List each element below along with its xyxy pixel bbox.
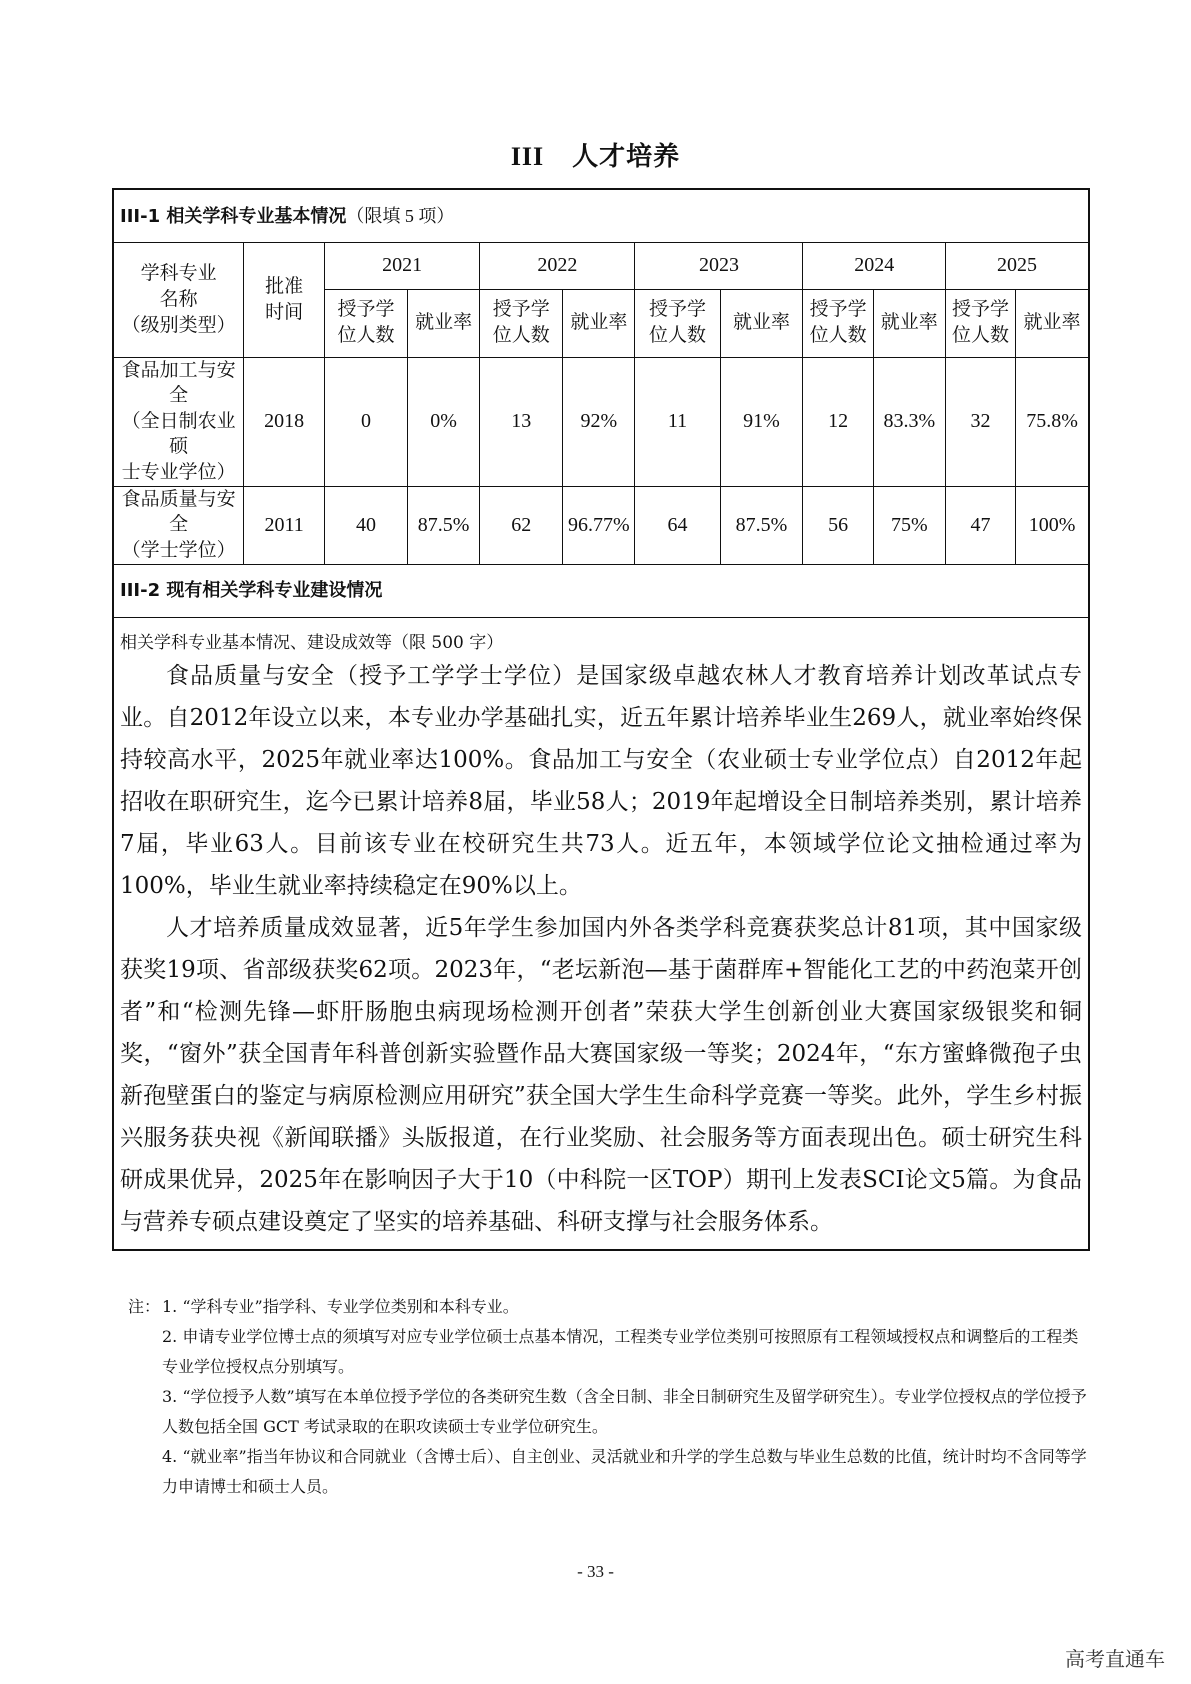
header-year: 2024 [803, 243, 945, 289]
page-title-roman: III [510, 142, 545, 171]
subject-name-cell: 食品加工与安全 （全日制农业硕 士专业学位） [114, 357, 244, 486]
header-approval: 批准 时间 [244, 243, 325, 357]
employment-rate: 83.3% [873, 357, 945, 486]
table-row [114, 486, 1088, 564]
employment-rate: 96.77% [563, 486, 635, 564]
degree-count: 32 [945, 357, 1015, 486]
employment-rate: 75.8% [1016, 357, 1088, 486]
employment-rate: 75% [873, 486, 945, 564]
section2-header [114, 565, 1088, 618]
body-paragraph: 人才培养质量成效显著，近5年学生参加国内外各类学科竞赛获奖总计81项，其中国家级获奖19项、省部级获奖62项。2023年，“老坛新泡—基于菌群库+智能化工艺的中药泡菜开创者”和“检测先锋—虾肝肠胞虫病现场检测开创者”荣获大学生创新创业大赛国家级银奖和铜奖，“窗外”获全国青年科普创新实验暨作品大赛国家级一等奖；2024年，“东方蜜蜂微孢子虫新孢壁蛋白的鉴定与病原检测应用研究”获全国大学生生命科学竞赛一等奖。此外，学生乡村振兴服务获央视《新闻联播》头版报道，在行业奖励、社会服务等方面表现出色。硕士研究生科研成果优异，2025年在影响因子大于10（中科院一区TOP）期刊上发表SCI论文5篇。为食品与营养专硕点建设奠定了坚实的培养基础、科研支撑与社会服务体系。 [120, 914, 1082, 1235]
section2-label: III-2 现有相关学科专业建设情况 [120, 579, 383, 601]
header-employment-rate: 就业率 [1016, 289, 1088, 357]
footnote-item: 注： 1. “学科专业”指学科、专业学位类别和本科专业。 [128, 1292, 1088, 1322]
subject-name-cell: 食品质量与安全 （学士学位） [114, 486, 244, 564]
approval-year: 2011 [244, 486, 325, 564]
footnote-item: 4. “就业率”指当年协议和合同就业（含博士后）、自主创业、灵活就业和升学的学生总数与毕业生总数的比值，统计时均不含同等学力申请博士和硕士人员。 [162, 1447, 1087, 1496]
section2-sub-label: 相关学科专业基本情况、建设成效等（限 500 字） [120, 632, 504, 653]
footnote-prefix: 注： [128, 1297, 161, 1316]
employment-rate: 87.5% [720, 486, 803, 564]
header-employment-rate: 就业率 [873, 289, 945, 357]
header-degree-count: 授予学 位人数 [945, 289, 1015, 357]
header-degree-count: 授予学 位人数 [635, 289, 720, 357]
approval-year: 2018 [244, 357, 325, 486]
footnote-item: 2. 申请专业学位博士点的须填写对应专业学位硕士点基本情况，工程类专业学位类别可按照原有工程领域授权点和调整后的工程类专业学位授权点分别填写。 [162, 1327, 1079, 1376]
employment-rate: 87.5% [407, 486, 479, 564]
employment-rate: 0% [407, 357, 479, 486]
header-year: 2025 [945, 243, 1088, 289]
header-employment-rate: 就业率 [720, 289, 803, 357]
degree-count: 64 [635, 486, 720, 564]
header-year: 2022 [480, 243, 635, 289]
employment-rate: 92% [563, 357, 635, 486]
page-title-text: 人才培养 [572, 142, 681, 172]
header-employment-rate: 就业率 [563, 289, 635, 357]
header-degree-count: 授予学 位人数 [325, 289, 408, 357]
degree-count: 56 [803, 486, 873, 564]
employment-rate: 91% [720, 357, 803, 486]
section1-label: III-1 相关学科专业基本情况 [120, 206, 347, 227]
header-degree-count: 授予学 位人数 [480, 289, 563, 357]
degree-count: 40 [325, 486, 408, 564]
employment-rate: 100% [1016, 486, 1088, 564]
subject-stats-table [114, 243, 1088, 565]
header-degree-count: 授予学 位人数 [803, 289, 873, 357]
watermark-text: 高考直通车 [1065, 1647, 1165, 1671]
header-subject: 学科专业 名称 （级别类型） [114, 243, 244, 357]
degree-count: 62 [480, 486, 563, 564]
section1-note: （限填 5 项） [346, 206, 455, 226]
form-frame [112, 188, 1090, 1251]
degree-count: 47 [945, 486, 1015, 564]
header-employment-rate: 就业率 [407, 289, 479, 357]
table-row [114, 357, 1088, 486]
page-title [0, 136, 1191, 173]
section1-header [114, 190, 1088, 243]
header-year: 2021 [325, 243, 480, 289]
body-paragraph: 食品质量与安全（授予工学学士学位）是国家级卓越农林人才教育培养计划改革试点专业。自2012年设立以来，本专业办学基础扎实，近五年累计培养毕业生269人，就业率始终保持较高水平，2025年就业率达100%。食品加工与安全（农业硕士专业学位点）自2012年起招收在职研究生，迄今已累计培养8届，毕业58人；2019年起增设全日制培养类别，累计培养7届，毕业63人。目前该专业在校研究生共73人。近五年，本领域学位论文抽检通过率为100%，毕业生就业率持续稳定在90%以上。 [120, 662, 1082, 899]
degree-count: 12 [803, 357, 873, 486]
footnote-item: 3. “学位授予人数”填写在本单位授予学位的各类研究生数（含全日制、非全日制研究生及留学研究生）。专业学位授权点的学位授予人数包括全国 GCT 考试录取的在职攻读硕士专业学位研究生。 [162, 1387, 1087, 1436]
header-year: 2023 [635, 243, 803, 289]
page-number: - 33 - [577, 1562, 614, 1581]
degree-count: 13 [480, 357, 563, 486]
footnotes [128, 1292, 1088, 1502]
degree-count: 0 [325, 357, 408, 486]
degree-count: 11 [635, 357, 720, 486]
